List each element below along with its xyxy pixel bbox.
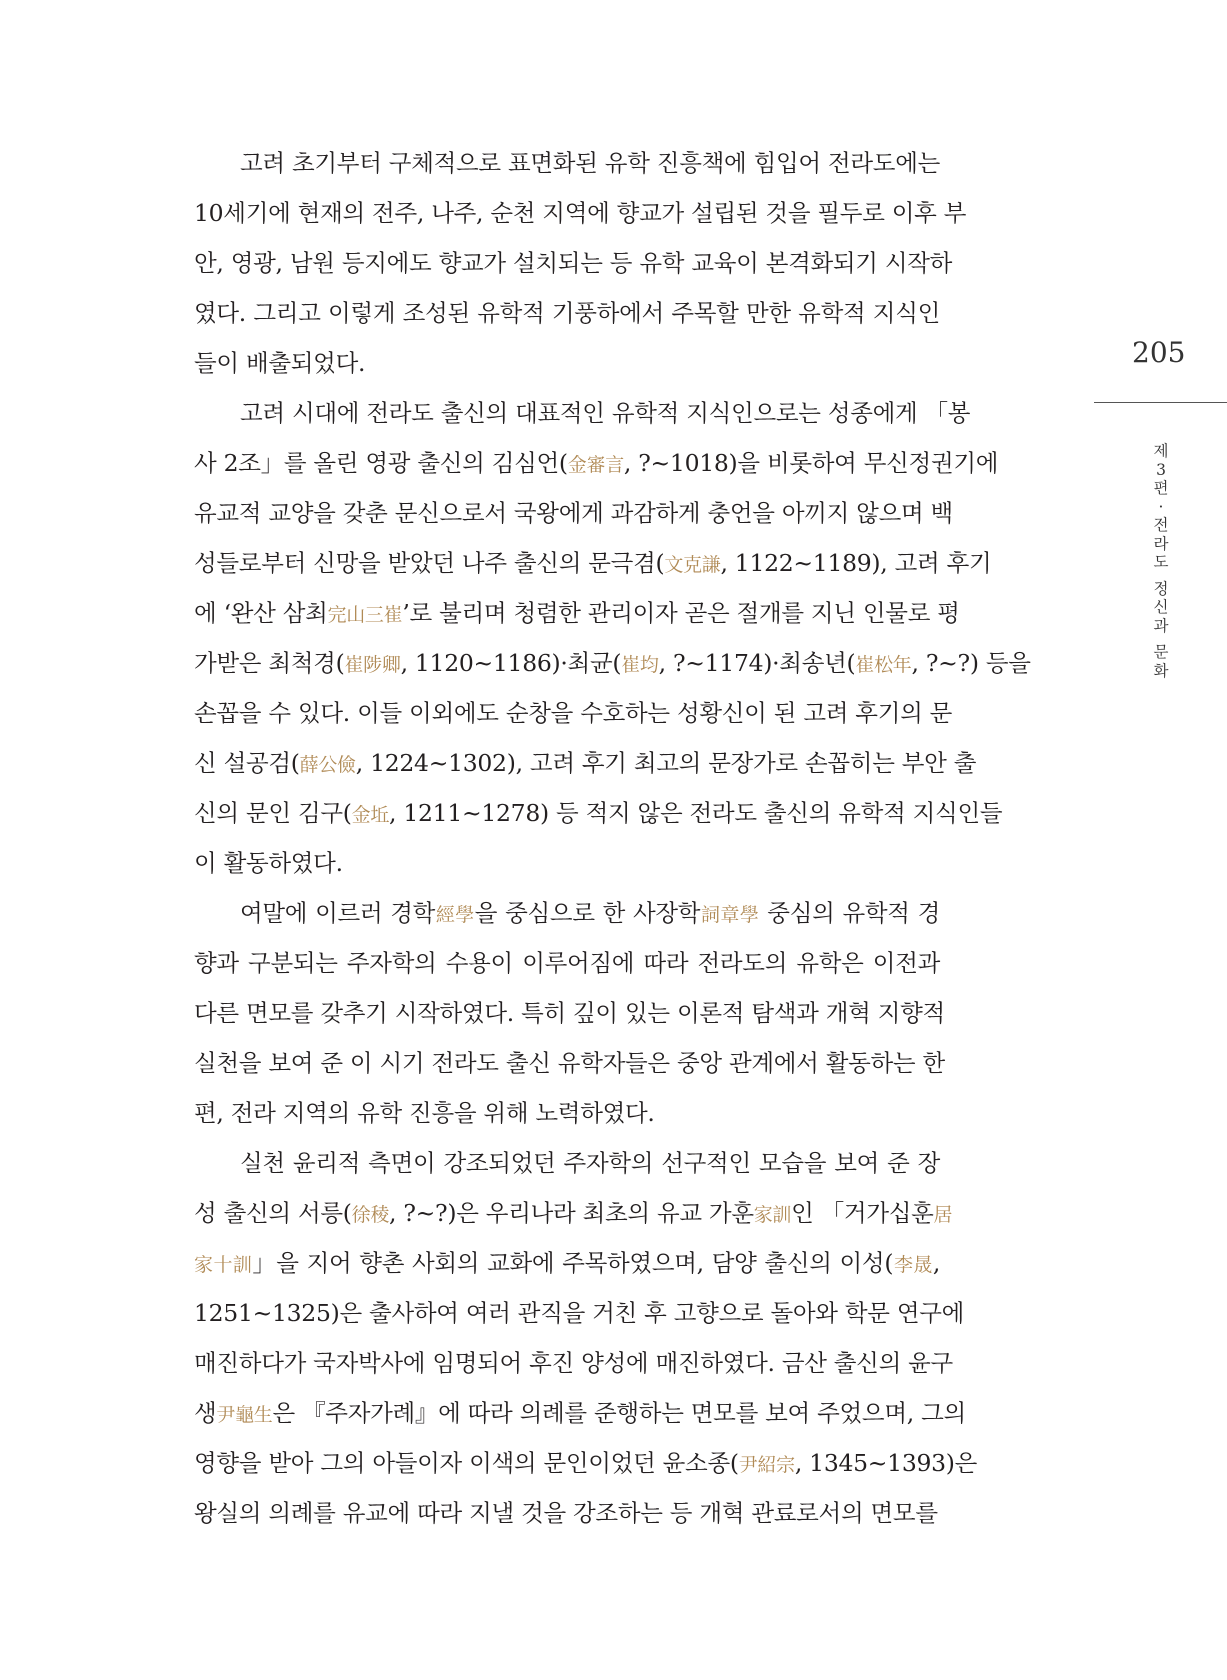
- text-line: [194, 238, 953, 288]
- text-line: [194, 938, 940, 988]
- text-run: 성들로부터 신망을 받았던 나주 출신의 문극겸(: [194, 549, 665, 577]
- text-line: [194, 1488, 940, 1538]
- text-run: 편, 전라 지역의 유학 진흥을 위해 노력하였다.: [194, 1099, 655, 1127]
- text-run: 신의 문인 김구(: [194, 799, 352, 827]
- text-run: ’로 불리며 청렴한 관리이자 곧은 절개를 지닌 인물로 평: [402, 599, 960, 627]
- text-run: 고려 시대에 전라도 출신의 대표적인 유학적 지식인으로는 성종에게 「봉: [240, 399, 971, 427]
- text-run: , 1122~1189), 고려 후기: [720, 549, 992, 577]
- side-title-char: ·: [1158, 497, 1164, 516]
- body-text: [194, 138, 1031, 1538]
- text-line: [194, 438, 999, 488]
- text-run: 들이 배출되었다.: [194, 349, 366, 377]
- hanja-annotation: 薛公儉: [299, 754, 356, 776]
- text-run: 실천을 보여 준 이 시기 전라도 출신 유학자들은 중앙 관계에서 활동하는 한: [194, 1049, 945, 1077]
- text-line: [194, 338, 940, 388]
- text-line: [194, 1038, 945, 1088]
- text-run: 여말에 이르러 경학: [240, 899, 436, 927]
- side-title-char: 정: [1153, 579, 1169, 598]
- hanja-annotation: 崔均: [621, 654, 659, 676]
- text-run: , ?~?) 등을: [911, 649, 1031, 677]
- side-title-char: 3: [1156, 460, 1166, 479]
- text-run: 성 출신의 서릉(: [194, 1199, 352, 1227]
- hanja-annotation: 金坵: [351, 804, 390, 826]
- text-run: 다른 면모를 갖추기 시작하였다. 특히 깊이 있는 이론적 탐색과 개혁 지향적: [194, 999, 945, 1027]
- text-run: 실천 윤리적 측면이 강조되었던 주자학의 선구적인 모습을 보여 준 장: [240, 1149, 940, 1177]
- text-run: 매진하다가 국자박사에 임명되어 후진 양성에 매진하였다. 금산 출신의 윤구: [194, 1349, 953, 1377]
- text-run: 사 2조」를 올린 영광 출신의 김심언(: [194, 449, 568, 477]
- text-run: 왕실의 의례를 유교에 따라 지낼 것을 강조하는 등 개혁 관료로서의 면모를: [194, 1499, 938, 1527]
- side-title-char: [1148, 635, 1174, 643]
- text-line: [194, 688, 953, 738]
- text-line: [194, 988, 945, 1038]
- side-title-char: 과: [1153, 616, 1169, 635]
- text-line: [194, 288, 940, 338]
- text-line: [194, 888, 940, 938]
- running-section-title: [1148, 442, 1174, 680]
- hanja-annotation: 完山三崔: [327, 604, 403, 626]
- text-run: , ?~1018)을 비롯하여 무신정권기에: [623, 449, 999, 477]
- side-title-char: [1148, 572, 1174, 580]
- text-run: ,: [932, 1249, 940, 1277]
- side-title-char: 전: [1153, 516, 1169, 534]
- text-run: , ?~1174)·최송년(: [658, 649, 856, 677]
- text-line: [194, 538, 992, 588]
- paragraph: [194, 388, 1031, 888]
- text-run: 생: [194, 1399, 217, 1427]
- hanja-annotation: 金審言: [567, 454, 624, 476]
- text-run: , 1211~1278) 등 적지 않은 전라도 출신의 유학적 지식인들: [389, 799, 1003, 827]
- paragraph: [194, 1138, 978, 1538]
- hanja-annotation: 尹龜生: [216, 1404, 273, 1426]
- side-title-char: 신: [1153, 598, 1169, 616]
- text-run: 유교적 교양을 갖춘 문신으로서 국왕에게 과감하게 충언을 아끼지 않으며 백: [194, 499, 953, 527]
- text-line: [194, 1138, 940, 1188]
- text-line: [194, 1288, 965, 1338]
- text-line: [194, 1388, 966, 1438]
- text-run: 은 『주자가례』에 따라 의례를 준행하는 면모를 보여 주었으며, 그의: [272, 1399, 966, 1427]
- text-run: 가받은 최척경(: [194, 649, 345, 677]
- text-run: 중심의 유학적 경: [759, 899, 940, 927]
- text-line: [194, 788, 1003, 838]
- hanja-annotation: 崔松年: [855, 654, 912, 676]
- text-line: [194, 588, 960, 638]
- paragraph: [194, 888, 945, 1138]
- hanja-annotation: 家十訓: [194, 1254, 253, 1276]
- side-title-char: 제: [1153, 442, 1169, 460]
- text-line: [194, 838, 940, 888]
- side-title-char: 도: [1153, 553, 1169, 571]
- text-line: [194, 638, 1031, 688]
- text-run: 였다. 그리고 이렇게 조성된 유학적 기풍하에서 주목할 만한 유학적 지식인: [194, 299, 940, 327]
- text-run: 10세기에 현재의 전주, 나주, 순천 지역에 향교가 설립된 것을 필두로 이후 부: [194, 199, 967, 227]
- text-line: [194, 1338, 953, 1388]
- text-run: 신 설공검(: [194, 749, 300, 777]
- text-run: 」을 지어 향촌 사회의 교화에 주목하였으며, 담양 출신의 이성(: [252, 1249, 894, 1277]
- side-title-char: 화: [1153, 661, 1169, 680]
- side-title-char: 편: [1153, 479, 1169, 497]
- text-run: 인 「거가십훈: [791, 1199, 934, 1227]
- text-run: 1251~1325)은 출사하여 여러 관직을 거친 후 고향으로 돌아와 학문 연구에: [194, 1299, 965, 1327]
- text-run: 이 활동하였다.: [194, 849, 343, 877]
- side-title-char: 문: [1153, 643, 1169, 661]
- text-run: , 1120~1186)·최균(: [400, 649, 622, 677]
- text-line: [194, 738, 977, 788]
- text-run: 고려 초기부터 구체적으로 표면화된 유학 진흥책에 힘입어 전라도에는: [240, 149, 940, 177]
- text-line: [194, 1088, 940, 1138]
- text-line: [194, 188, 967, 238]
- text-line: [194, 1438, 978, 1488]
- hanja-annotation: 李晟: [893, 1254, 933, 1276]
- text-run: 에 ‘완산 삼최: [194, 599, 328, 627]
- hanja-annotation: 崔陟卿: [344, 654, 401, 676]
- text-line: [194, 1188, 953, 1238]
- text-run: 향과 구분되는 주자학의 수용이 이루어짐에 따라 전라도의 유학은 이전과: [194, 949, 940, 977]
- text-run: 을 중심으로 한 사장학: [474, 899, 701, 927]
- text-line: [194, 488, 953, 538]
- side-title-char: 라: [1153, 534, 1169, 553]
- text-run: 영향을 받아 그의 아들이자 이색의 문인이었던 윤소종(: [194, 1449, 739, 1477]
- text-run: , 1345~1393)은: [794, 1449, 978, 1477]
- hanja-annotation: 經學: [435, 904, 475, 926]
- text-run: 안, 영광, 남원 등지에도 향교가 설치되는 등 유학 교육이 본격화되기 시작하: [194, 249, 953, 277]
- page-number: 205: [1132, 336, 1186, 369]
- text-run: , ?~?)은 우리나라 최초의 유교 가훈: [389, 1199, 754, 1227]
- hanja-annotation: 尹紹宗: [738, 1454, 795, 1476]
- text-run: 손꼽을 수 있다. 이들 이외에도 순창을 수호하는 성황신이 된 고려 후기의 문: [194, 699, 953, 727]
- text-line: [194, 138, 940, 188]
- text-line: [194, 1238, 940, 1288]
- paragraph: [194, 138, 967, 388]
- hanja-annotation: 文克謙: [664, 554, 721, 576]
- hanja-annotation: 詞章學: [700, 904, 760, 926]
- hanja-annotation: 徐稜: [351, 1204, 390, 1226]
- text-run: , 1224~1302), 고려 후기 최고의 문장가로 손꼽히는 부안 출: [355, 749, 977, 777]
- hanja-annotation: 家訓: [753, 1204, 792, 1226]
- text-line: [194, 388, 971, 438]
- hanja-annotation: 居: [933, 1204, 953, 1226]
- margin-divider: [1094, 402, 1227, 403]
